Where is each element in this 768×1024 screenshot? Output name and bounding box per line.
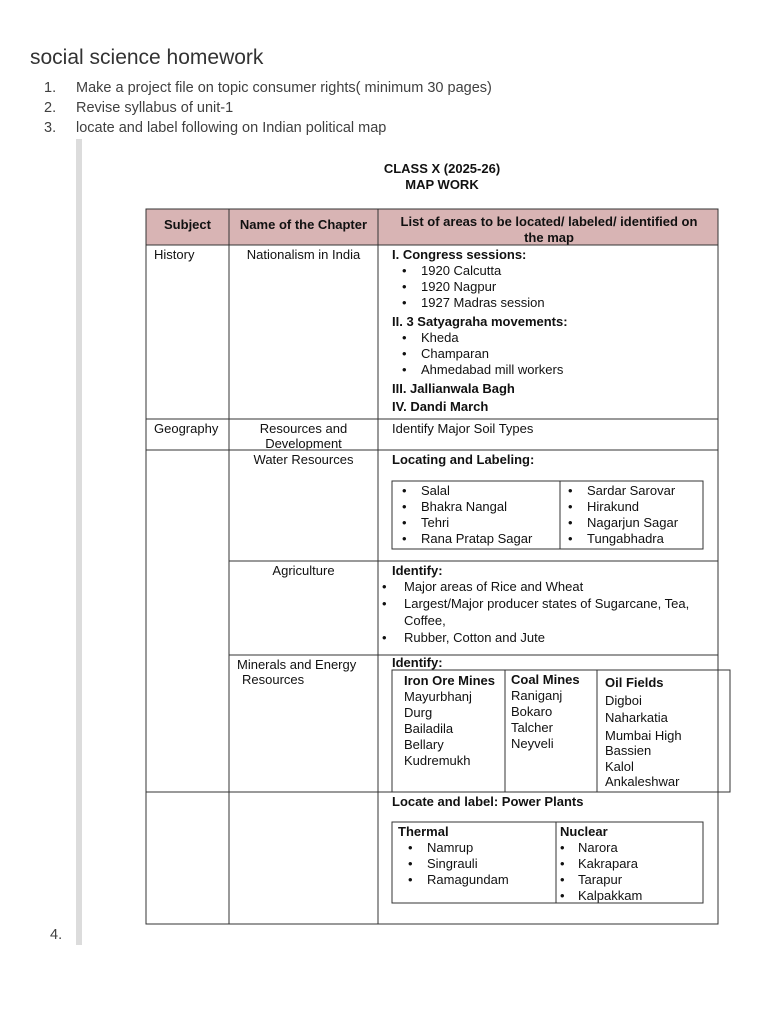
list-item: Neyveli [511,736,554,751]
oil-column [605,675,725,790]
water-right-list [558,483,678,547]
list-item: • Bhakra Nangal [392,499,532,515]
satyagraha-title: II. 3 Satyagraha movements: [392,314,568,329]
list-item: Durg [404,705,433,720]
list-item: • Champaran [392,346,712,362]
history-subject: History [154,247,195,262]
list-item: Talcher [511,720,553,735]
list-item: • Kalpakkam [550,888,700,904]
agri-item-1: Major areas of Rice and Wheat [404,579,584,594]
item-number: 2. [44,100,57,116]
thermal-column [398,824,553,888]
list-item: • Kakrapara [550,856,700,872]
item-text: locate and label following on Indian political map [76,120,387,136]
list-item: • Tungabhadra [558,531,678,547]
page-heading: social science homework [30,46,264,69]
geography-subject: Geography [154,421,219,436]
agriculture-title: Identify: [392,563,443,578]
coal-column [511,672,597,752]
list-item: Bailadila [404,721,454,736]
list-item: Bokaro [511,704,553,719]
sheet-title: CLASS X (2025-26) [383,161,501,176]
list-item: • 1927 Madras session [392,295,712,311]
list-item: • 1920 Nagpur [392,279,712,295]
list-item: • Namrup [398,840,553,856]
item-number: 1. [44,80,57,96]
resources-chapter [229,421,378,451]
minerals-line1: Minerals and Energy [237,657,357,672]
list-item: Bassien [605,743,652,758]
list-item: Mumbai High [605,727,682,743]
jallianwala: III. Jallianwala Bagh [392,381,515,396]
list-item: • Salal [392,483,532,499]
list-item: • Nagarjun Sagar [558,515,678,531]
list-item: • Rubber, Cotton and Jute [382,630,545,645]
oil-title: Oil Fields [605,675,664,690]
soil-types: Identify Major Soil Types [392,421,534,436]
list-item: Digboi [605,692,642,708]
agri-item-2-line2: Coffee, [404,613,446,628]
list-item: Kudremukh [404,753,471,768]
thermal-list [398,840,553,888]
power-title: Locate and label: Power Plants [392,794,584,809]
list-item: • Ramagundam [398,872,553,888]
dandi: IV. Dandi March [392,399,489,414]
list-item [44,98,492,118]
list-item: • Largest/Major producer states of Sugarcane, Tea, [382,596,690,611]
sheet-subtitle: MAP WORK [405,177,479,192]
list-item: • 1920 Calcutta [392,263,712,279]
agriculture-chapter: Agriculture [272,563,335,578]
list-item: • Kheda [392,330,712,346]
nuclear-column [560,824,700,904]
homework-list [44,78,492,138]
list-item: Naharkatia [605,710,668,725]
header-areas-line1: List of areas to be located/ labeled/ identified on [400,214,698,229]
item-number: 3. [44,120,57,136]
iron-ore-column [404,673,504,769]
resources-line1: Resources and [259,421,348,436]
item-text: Revise syllabus of unit-1 [76,100,234,116]
congress-list [392,263,712,311]
water-title: Locating and Labeling: [392,452,535,467]
minerals-title: Identify: [392,655,443,670]
water-left-list [392,483,532,547]
list-item [44,118,492,138]
agriculture-list [380,579,716,646]
history-chapter: Nationalism in India [246,247,361,262]
nuclear-title: Nuclear [560,824,608,839]
thermal-title: Thermal [398,824,449,839]
list-item: • Sardar Sarovar [558,483,678,499]
list-item: • Tehri [392,515,532,531]
list-item: Ankaleshwar [605,774,680,789]
list-item: • Hirakund [558,499,678,515]
item-text: Make a project file on topic consumer rights( minimum 30 pages) [76,80,492,96]
history-areas [392,247,712,415]
list-item: • Narora [550,840,700,856]
list-item: Bellary [404,737,444,752]
list-item: • Singrauli [398,856,553,872]
iron-title: Iron Ore Mines [404,673,496,688]
list-item [380,613,716,629]
coal-title: Coal Mines [511,672,580,687]
list-item: Kalol [605,758,634,774]
nuclear-list [550,840,700,904]
header-areas-line2: the map [524,230,574,245]
minerals-chapter [237,657,378,687]
agri-item-2-line1: Largest/Major producer states of Sugarcane, Tea, [404,596,690,611]
list-item: • Tarapur [550,872,700,888]
header-areas [380,214,718,246]
resources-line2: Development [265,436,342,451]
agri-item-3: Rubber, Cotton and Jute [404,630,545,645]
list-item: • Rana Pratap Sagar [392,531,532,547]
congress-title: I. Congress sessions: [392,247,527,262]
list-item: • Major areas of Rice and Wheat [382,579,584,594]
list-item [44,78,492,98]
item-number: 4. [50,927,63,943]
list-item: Raniganj [511,688,563,703]
minerals-line2: Resources [242,672,305,687]
satyagraha-list [392,330,712,378]
water-chapter: Water Resources [253,452,354,467]
list-item: Mayurbhanj [404,689,472,704]
header-chapter: Name of the Chapter [239,217,368,232]
image-left-border [76,139,82,945]
header-subject: Subject [164,217,211,232]
list-item: • Ahmedabad mill workers [392,362,712,378]
